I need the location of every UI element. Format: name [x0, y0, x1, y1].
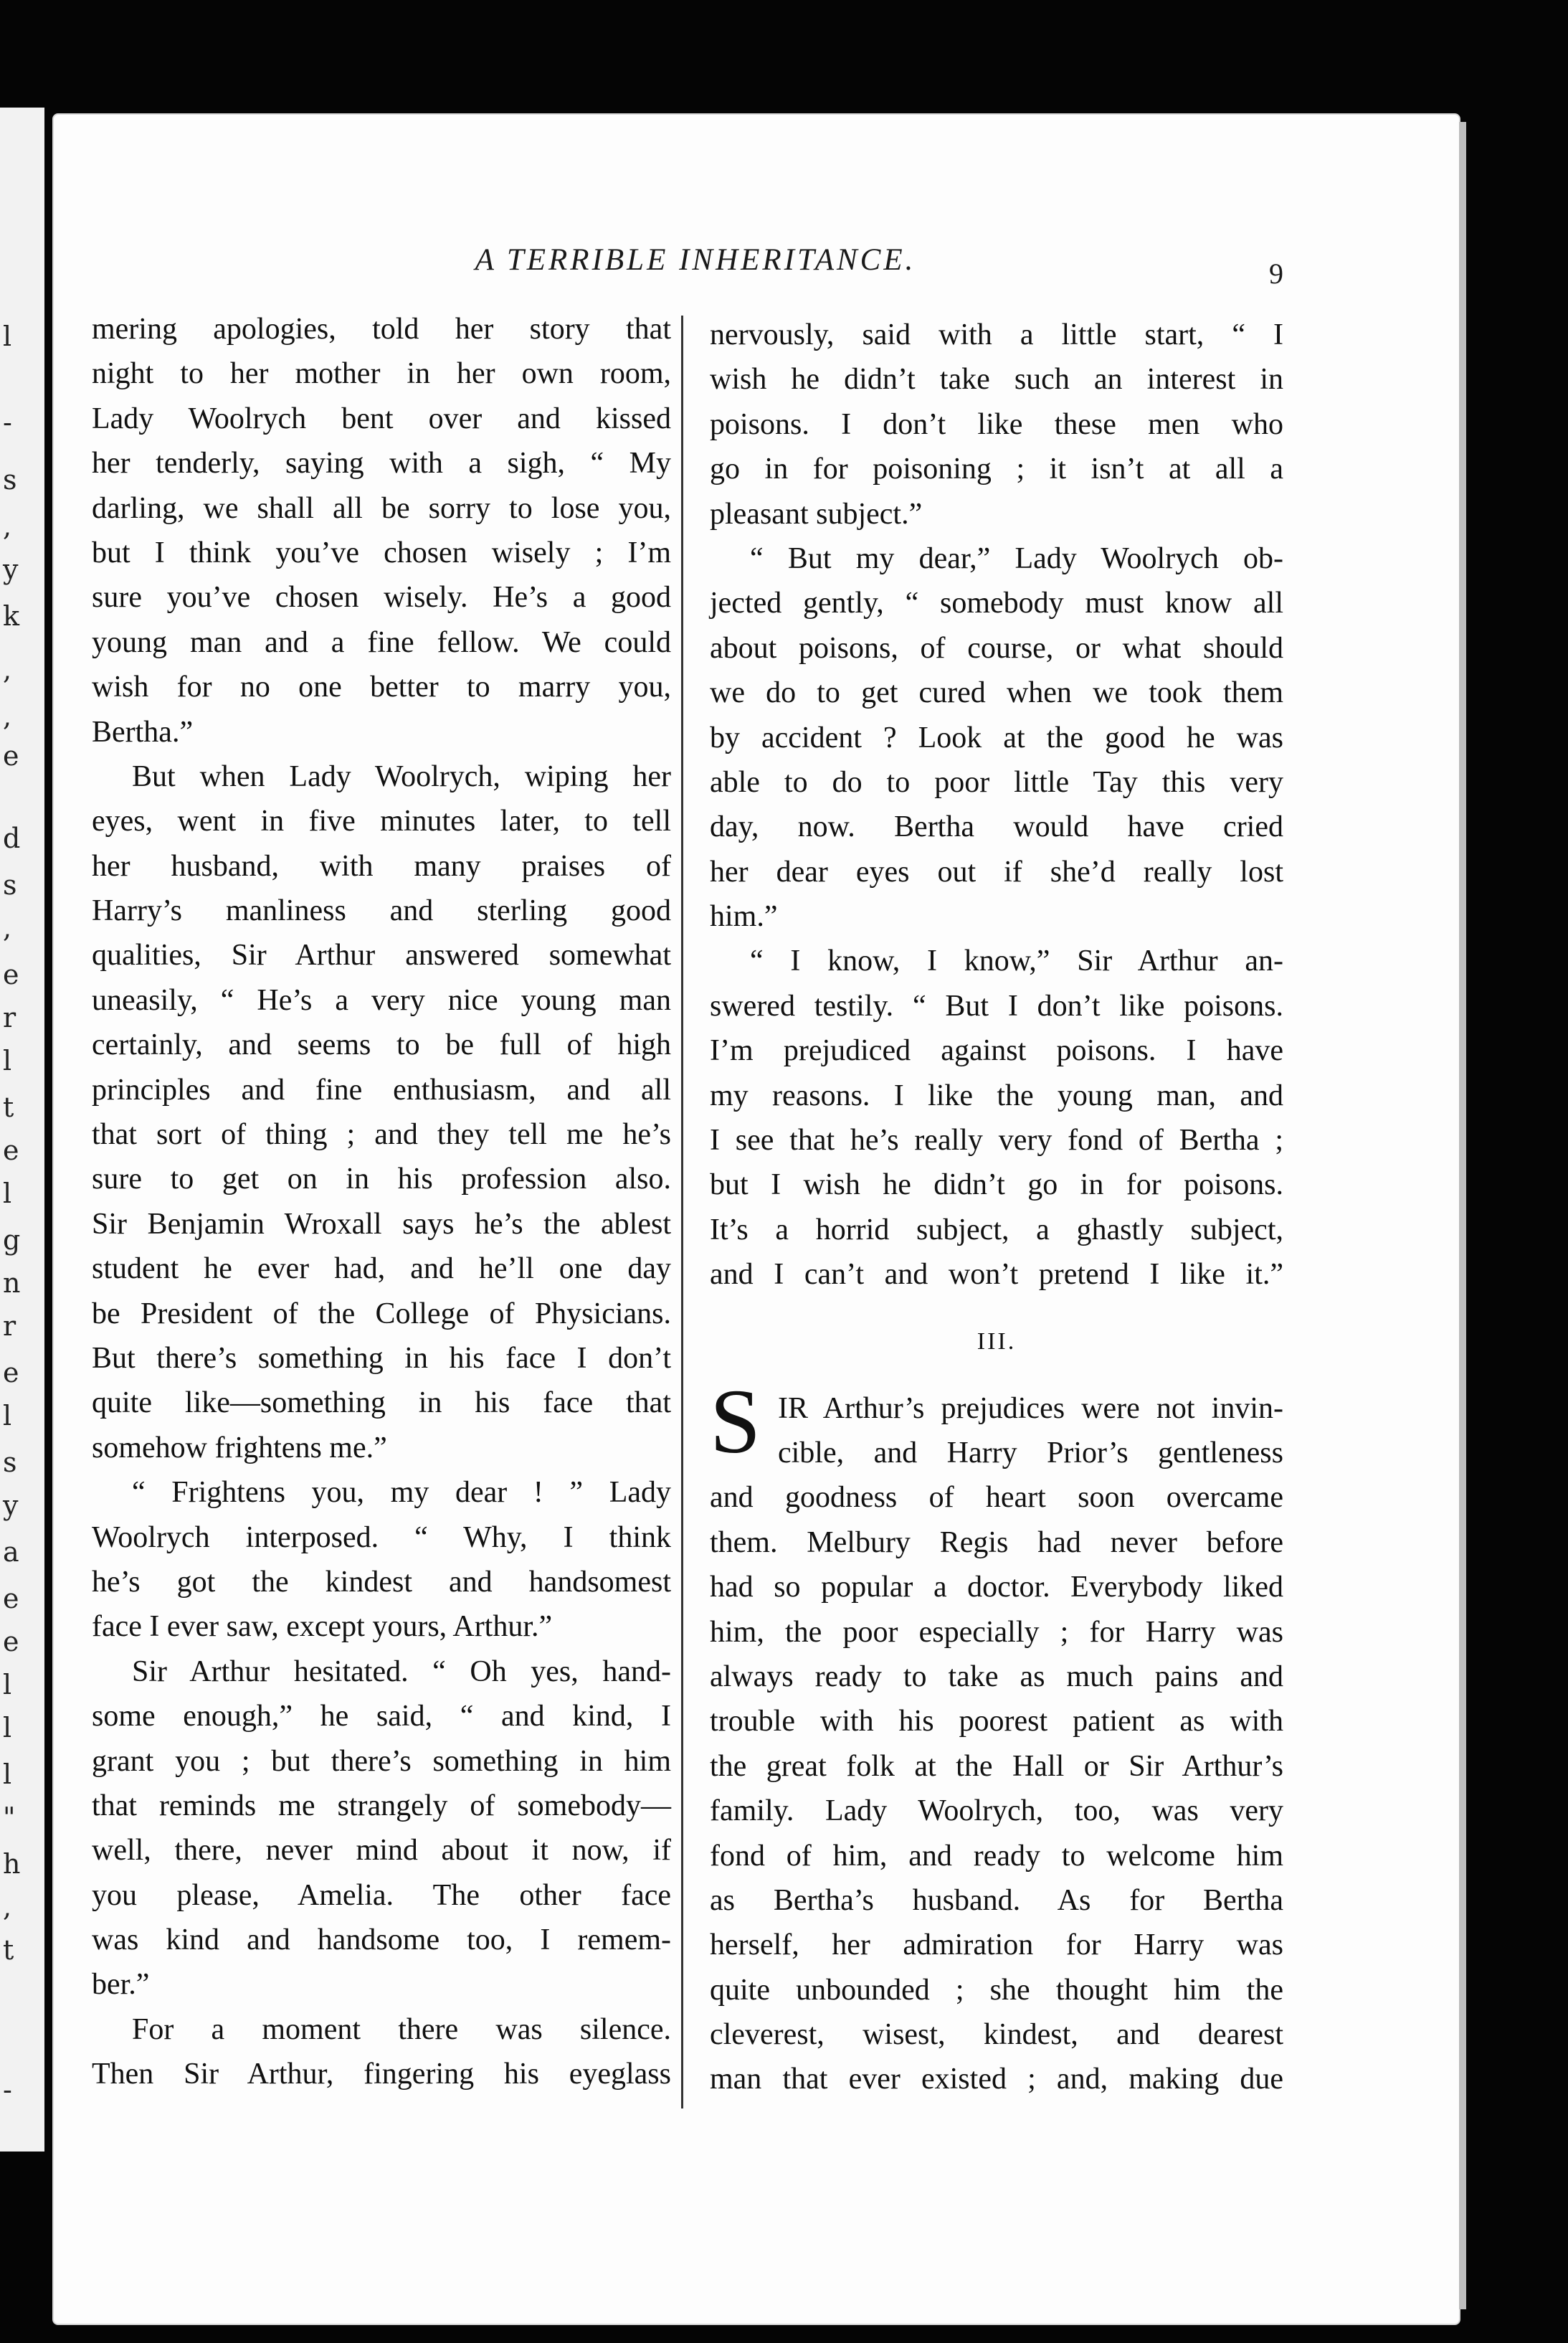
left-margin-fragment: ,: [3, 912, 12, 944]
text-line: family. Lady Woolrych, too, was very: [710, 1794, 1283, 1828]
text-line: nervously, said with a little start, “ I: [710, 318, 1283, 351]
text-line: but I think you’ve chosen wisely ; I’m: [92, 536, 671, 569]
left-margin-fragment: r: [3, 1310, 16, 1342]
text-line: her dear eyes out if she’d really lost: [710, 855, 1283, 889]
left-margin-fragment: y: [3, 554, 19, 585]
page-number: 9: [1269, 257, 1283, 290]
left-margin-fragment: s: [3, 1447, 17, 1478]
left-margin-fragment: l: [3, 1400, 12, 1431]
text-line: and goodness of heart soon overcame: [710, 1481, 1283, 1515]
text-line: had so popular a doctor. Everybody liked: [710, 1571, 1283, 1604]
text-line: the great folk at the Hall or Sir Arthur’s: [710, 1749, 1283, 1783]
right-text-column: [710, 313, 1283, 2102]
text-line: “ Frightens you, my dear ! ” Lady: [132, 1476, 671, 1510]
text-line: student he ever had, and he’ll one day: [92, 1252, 671, 1286]
left-margin-fragment: l: [3, 1759, 12, 1790]
left-margin-fragment: ,: [3, 1891, 12, 1923]
text-line: young man and a fine fellow. We could: [92, 625, 671, 659]
text-line: ber.”: [92, 1968, 150, 2002]
column-divider: [681, 316, 683, 2108]
text-line: quite unbounded ; she thought him the: [710, 1973, 1283, 2007]
text-line: “ But my dear,” Lady Woolrych ob-: [750, 541, 1283, 575]
left-margin-fragment: ": [3, 1802, 16, 1833]
section-number: III.: [977, 1327, 1017, 1355]
left-margin-fragment: a: [3, 1536, 19, 1568]
text-line: Sir Benjamin Wroxall says he’s the ablest: [92, 1207, 671, 1241]
left-margin-fragment: -: [3, 407, 12, 438]
text-line: we do to get cured when we took them: [710, 676, 1283, 710]
text-line: trouble with his poorest patient as with: [710, 1705, 1283, 1738]
text-line: that reminds me strangely of somebody—: [92, 1789, 671, 1822]
text-line: But there’s something in his face I don’t: [92, 1341, 671, 1375]
text-line: well, there, never mind about it now, if: [92, 1834, 671, 1868]
text-line: It’s a horrid subject, a ghastly subject,: [710, 1213, 1283, 1246]
text-line: uneasily, “ He’s a very nice young man: [92, 983, 671, 1017]
text-line: always ready to take as much pains and: [710, 1660, 1283, 1693]
text-line: fond of him, and ready to welcome him: [710, 1839, 1283, 1873]
left-margin-fragment: e: [3, 1135, 19, 1166]
text-line: sure you’ve chosen wisely. He’s a good: [92, 581, 671, 615]
left-margin-fragment: ,: [3, 654, 12, 686]
text-line: IR Arthur’s prejudices were not invin-: [778, 1391, 1283, 1425]
text-line: certainly, and seems to be full of high: [92, 1028, 671, 1062]
left-margin-fragment: d: [3, 823, 21, 854]
left-margin-fragment: l: [3, 1045, 12, 1076]
text-line: them. Melbury Regis had never before: [710, 1525, 1283, 1559]
text-line: Sir Arthur hesitated. “ Oh yes, hand-: [132, 1655, 671, 1688]
left-margin-fragment: e: [3, 1583, 19, 1614]
left-margin-fragment: e: [3, 1626, 19, 1657]
text-line: sure to get on in his profession also.: [92, 1163, 671, 1196]
text-line: herself, her admiration for Harry was: [710, 1928, 1283, 1962]
adjacent-left-page-edge: [0, 108, 44, 2152]
left-margin-fragment: s: [3, 464, 17, 496]
left-margin-fragment: h: [3, 1848, 21, 1880]
text-line: mering apologies, told her story that: [92, 313, 671, 346]
left-margin-fragment: e: [3, 740, 19, 772]
text-line: “ I know, I know,” Sir Arthur an-: [750, 945, 1283, 978]
text-line: night to her mother in her own room,: [92, 357, 671, 391]
text-line: able to do to poor little Tay this very: [710, 765, 1283, 799]
left-margin-fragment: y: [3, 1490, 19, 1521]
text-line: I see that he’s really very fond of Bertha ;: [710, 1124, 1283, 1158]
left-margin-fragment: r: [3, 1002, 16, 1033]
left-margin-fragment: l: [3, 1178, 12, 1209]
left-margin-fragment: ,: [3, 511, 12, 542]
left-margin-fragment: e: [3, 959, 19, 990]
text-line: he’s got the kindest and handsomest: [92, 1565, 671, 1599]
drop-cap: S: [710, 1371, 761, 1472]
left-margin-fragment: l: [3, 1669, 12, 1700]
text-line: swered testily. “ But I don’t like poisons.: [710, 989, 1283, 1023]
left-margin-fragment: -: [3, 2074, 12, 2106]
text-line: I’m prejudiced against poisons. I have: [710, 1034, 1283, 1068]
left-margin-fragment: n: [3, 1267, 21, 1299]
text-line: quite like—something in his face that: [92, 1386, 671, 1420]
text-line: her tenderly, saying with a sigh, “ My: [92, 447, 671, 481]
left-margin-fragment: l: [3, 1712, 12, 1743]
text-line: face I ever saw, except yours, Arthur.”: [92, 1610, 553, 1644]
text-line: somehow frightens me.”: [92, 1431, 387, 1464]
text-line: wish he didn’t take such an interest in: [710, 363, 1283, 397]
text-line: Woolrych interposed. “ Why, I think: [92, 1520, 671, 1554]
left-margin-fragment: s: [3, 869, 17, 901]
text-line: grant you ; but there’s something in him: [92, 1744, 671, 1778]
text-line: but I wish he didn’t go in for poisons.: [710, 1168, 1283, 1202]
text-line: But when Lady Woolrych, wiping her: [132, 759, 671, 793]
text-line: qualities, Sir Arthur answered somewhat: [92, 939, 671, 972]
text-line: man that ever existed ; and, making due: [710, 2063, 1283, 2096]
text-line: pleasant subject.”: [710, 497, 923, 531]
text-line: him, the poor especially ; for Harry was: [710, 1615, 1283, 1649]
text-line: Bertha.”: [92, 715, 194, 749]
text-line: and I can’t and won’t pretend I like it.”: [710, 1258, 1283, 1292]
left-margin-fragment: k: [3, 600, 20, 632]
text-line: cleverest, wisest, kindest, and dearest: [710, 2018, 1283, 2052]
text-line: Then Sir Arthur, fingering his eyeglass: [92, 2058, 671, 2091]
text-line: him.”: [710, 900, 778, 934]
left-margin-fragment: t: [3, 1934, 14, 1966]
text-line: darling, we shall all be sorry to lose you,: [92, 491, 671, 525]
page-edge-shadow: [1459, 122, 1466, 2309]
running-title: A TERRIBLE INHERITANCE.: [475, 243, 916, 277]
text-line: her husband, with many praises of: [92, 849, 671, 883]
left-margin-fragment: l: [3, 321, 12, 352]
text-line: cible, and Harry Prior’s gentleness: [778, 1436, 1283, 1469]
text-line: go in for poisoning ; it isn’t at all a: [710, 453, 1283, 486]
text-line: you please, Amelia. The other face: [92, 1878, 671, 1912]
text-line: be President of the College of Physicians.: [92, 1297, 671, 1330]
left-margin-fragment: g: [3, 1224, 21, 1256]
text-line: Harry’s manliness and sterling good: [92, 894, 671, 928]
text-line: Lady Woolrych bent over and kissed: [92, 402, 671, 435]
text-line: principles and fine enthusiasm, and all: [92, 1073, 671, 1107]
text-line: jected gently, “ somebody must know all: [710, 587, 1283, 620]
text-line: as Bertha’s husband. As for Bertha: [710, 1883, 1283, 1917]
left-text-column: [92, 307, 671, 2097]
text-line: some enough,” he said, “ and kind, I: [92, 1700, 671, 1733]
left-margin-fragment: e: [3, 1357, 19, 1388]
text-line: my reasons. I like the young man, and: [710, 1079, 1283, 1112]
left-margin-fragment: t: [3, 1092, 14, 1123]
text-line: eyes, went in five minutes later, to tell: [92, 805, 671, 838]
text-line: wish for no one better to marry you,: [92, 671, 671, 704]
left-margin-fragment: ,: [3, 701, 12, 732]
text-line: that sort of thing ; and they tell me he’s: [92, 1118, 671, 1152]
text-line: about poisons, of course, or what should: [710, 631, 1283, 665]
text-line: For a moment there was silence.: [132, 2012, 671, 2046]
text-line: was kind and handsome too, I remem-: [92, 1923, 671, 1957]
text-line: by accident ? Look at the good he was: [710, 721, 1283, 754]
text-line: day, now. Bertha would have cried: [710, 810, 1283, 844]
text-line: poisons. I don’t like these men who: [710, 407, 1283, 441]
